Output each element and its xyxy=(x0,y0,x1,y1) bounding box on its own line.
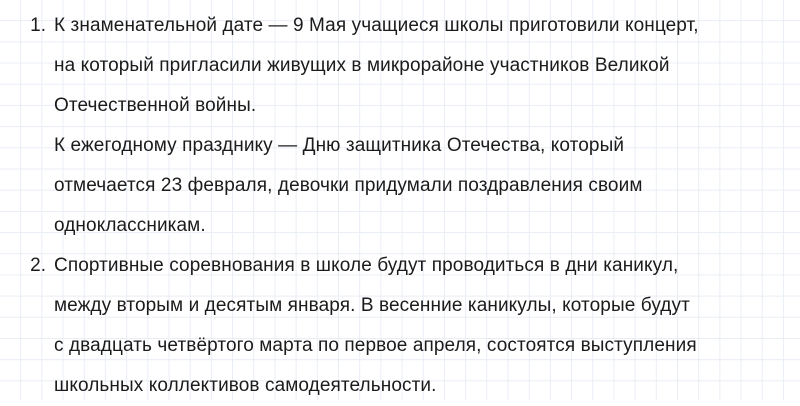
list-item xyxy=(18,246,782,406)
list-item-marker: 2. xyxy=(30,255,46,276)
list-item-marker: 1. xyxy=(30,15,46,36)
paragraph xyxy=(54,6,782,126)
paragraph xyxy=(54,126,782,246)
paragraph xyxy=(54,246,782,406)
text-line: К ежегодному празднику — Дню защитника Отечества, который xyxy=(54,135,625,156)
text-line: с двадцать четвёртого марта по первое апреля, состоятся выступления xyxy=(54,335,697,356)
list-item xyxy=(18,6,782,246)
text-line: К знаменательной дате — 9 Мая учащиеся школы приготовили концерт, xyxy=(54,15,699,36)
text-line: между вторым и десятым января. В весенние каникулы, которые будут xyxy=(54,295,690,316)
exercise-list xyxy=(18,6,782,406)
text-line: отмечается 23 февраля, девочки придумали поздравления своим xyxy=(54,175,643,196)
text-line: Спортивные соревнования в школе будут проводиться в дни каникул, xyxy=(54,255,679,276)
text-line: одноклассникам. xyxy=(54,215,206,236)
text-line: на который пригласили живущих в микрорайоне участников Великой xyxy=(54,55,670,76)
text-line: Отечественной войны. xyxy=(54,95,257,116)
text-line: школьных коллективов самодеятельности. xyxy=(54,375,437,396)
